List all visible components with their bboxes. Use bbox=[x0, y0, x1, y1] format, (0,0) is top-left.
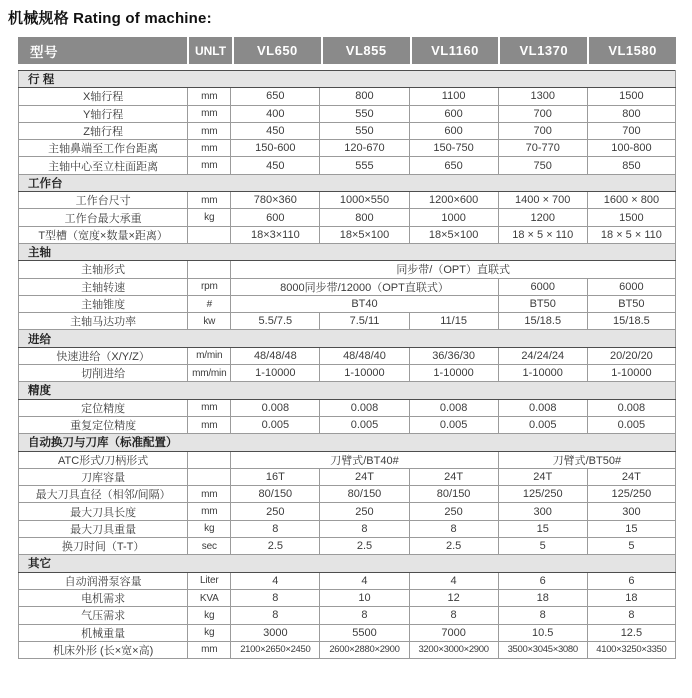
spec-value: 300 bbox=[498, 503, 587, 520]
column-header-model: 型号 bbox=[18, 37, 187, 64]
spec-label: 主轴转速 bbox=[19, 278, 188, 295]
column-header-vl1580: VL1580 bbox=[589, 37, 676, 64]
spec-row bbox=[19, 209, 676, 226]
spec-row bbox=[19, 157, 676, 174]
spec-value: 15/18.5 bbox=[498, 313, 587, 330]
column-header-vl855: VL855 bbox=[323, 37, 410, 64]
spec-value: 8 bbox=[231, 589, 320, 606]
spec-value: 8 bbox=[231, 607, 320, 624]
spec-value: 4 bbox=[409, 572, 498, 589]
spec-value: 8 bbox=[320, 607, 409, 624]
spec-value: 8 bbox=[320, 520, 409, 537]
spec-value: 550 bbox=[320, 122, 409, 139]
spec-value: 150-600 bbox=[231, 140, 320, 157]
spec-value: 1-10000 bbox=[409, 365, 498, 382]
spec-value: 0.005 bbox=[587, 416, 675, 433]
spec-label: 工作台尺寸 bbox=[19, 192, 188, 209]
spec-value: 80/150 bbox=[320, 486, 409, 503]
spec-value: 6000 bbox=[498, 278, 587, 295]
spec-value: 24T bbox=[320, 468, 409, 485]
spec-value: 24T bbox=[409, 468, 498, 485]
spec-row bbox=[19, 140, 676, 157]
spec-value: 450 bbox=[231, 157, 320, 174]
spec-value: 2.5 bbox=[409, 538, 498, 555]
spec-value: 1-10000 bbox=[320, 365, 409, 382]
spec-unit: mm bbox=[188, 157, 231, 174]
spec-label: 机床外形 (长×宽×高) bbox=[19, 641, 188, 658]
spec-value: 2.5 bbox=[320, 538, 409, 555]
spec-value: 3500×3045×3080 bbox=[498, 641, 587, 658]
spec-label: 主轴形式 bbox=[19, 261, 188, 278]
spec-unit bbox=[188, 261, 231, 278]
spec-unit: m/min bbox=[188, 347, 231, 364]
spec-value: 6 bbox=[587, 572, 675, 589]
spec-row bbox=[19, 105, 676, 122]
spec-value: 24T bbox=[498, 468, 587, 485]
spec-value: 刀臂式/BT40# bbox=[231, 451, 498, 468]
spec-value: 0.005 bbox=[320, 416, 409, 433]
spec-row bbox=[19, 278, 676, 295]
spec-label: 重复定位精度 bbox=[19, 416, 188, 433]
spec-label: 最大刀具直径（相邻/间隔） bbox=[19, 486, 188, 503]
spec-value: 1100 bbox=[409, 88, 498, 105]
spec-value: 750 bbox=[498, 157, 587, 174]
spec-value: 6 bbox=[498, 572, 587, 589]
spec-value: BT50 bbox=[498, 295, 587, 312]
spec-label: 快速进给（X/Y/Z） bbox=[19, 347, 188, 364]
spec-value: 同步带/（OPT）直联式 bbox=[231, 261, 676, 278]
spec-value: 1200×600 bbox=[409, 192, 498, 209]
spec-value: 1-10000 bbox=[498, 365, 587, 382]
spec-value: 0.008 bbox=[587, 399, 675, 416]
spec-value: 11/15 bbox=[409, 313, 498, 330]
spec-value: 18 bbox=[587, 589, 675, 606]
spec-unit: Liter bbox=[188, 572, 231, 589]
spec-value: 250 bbox=[320, 503, 409, 520]
spec-value: 0.005 bbox=[498, 416, 587, 433]
spec-value: 0.005 bbox=[409, 416, 498, 433]
spec-unit: mm bbox=[188, 399, 231, 416]
spec-value: 0.008 bbox=[320, 399, 409, 416]
spec-value: 120-670 bbox=[320, 140, 409, 157]
spec-row bbox=[19, 538, 676, 555]
section-row bbox=[19, 434, 676, 451]
spec-unit: mm bbox=[188, 192, 231, 209]
spec-label: X轴行程 bbox=[19, 88, 188, 105]
spec-value: 1-10000 bbox=[587, 365, 675, 382]
spec-row bbox=[19, 503, 676, 520]
spec-row bbox=[19, 88, 676, 105]
spec-row bbox=[19, 624, 676, 641]
spec-row bbox=[19, 122, 676, 139]
spec-unit: mm bbox=[188, 416, 231, 433]
spec-value: 18 × 5 × 110 bbox=[498, 226, 587, 243]
spec-value: 80/150 bbox=[231, 486, 320, 503]
spec-row bbox=[19, 192, 676, 209]
section-row bbox=[19, 555, 676, 572]
spec-unit bbox=[188, 226, 231, 243]
spec-label: 切削进给 bbox=[19, 365, 188, 382]
spec-value: 1200 bbox=[498, 209, 587, 226]
spec-value: BT40 bbox=[231, 295, 498, 312]
spec-value: 4 bbox=[320, 572, 409, 589]
spec-value: 125/250 bbox=[587, 486, 675, 503]
spec-value: 8000同步带/12000（OPT直联式） bbox=[231, 278, 498, 295]
spec-value: 8 bbox=[409, 607, 498, 624]
spec-unit: mm bbox=[188, 486, 231, 503]
spec-value: 1400 × 700 bbox=[498, 192, 587, 209]
spec-label: 定位精度 bbox=[19, 399, 188, 416]
spec-value: 5500 bbox=[320, 624, 409, 641]
section-title: 进给 bbox=[19, 330, 676, 347]
section-row bbox=[19, 382, 676, 399]
spec-value: 1600 × 800 bbox=[587, 192, 675, 209]
spec-value: 600 bbox=[409, 105, 498, 122]
spec-value: 10.5 bbox=[498, 624, 587, 641]
spec-value: 15/18.5 bbox=[587, 313, 675, 330]
spec-value: 18 bbox=[498, 589, 587, 606]
spec-unit: mm bbox=[188, 140, 231, 157]
spec-value: 3200×3000×2900 bbox=[409, 641, 498, 658]
spec-value: 16T bbox=[231, 468, 320, 485]
spec-value: 10 bbox=[320, 589, 409, 606]
spec-row bbox=[19, 347, 676, 364]
spec-value: 780×360 bbox=[231, 192, 320, 209]
spec-row bbox=[19, 468, 676, 485]
spec-value: BT50 bbox=[587, 295, 675, 312]
section-title: 自动换刀与刀库（标准配置） bbox=[19, 434, 676, 451]
spec-value: 100-800 bbox=[587, 140, 675, 157]
spec-unit: mm/min bbox=[188, 365, 231, 382]
spec-value: 4 bbox=[231, 572, 320, 589]
spec-unit: KVA bbox=[188, 589, 231, 606]
spec-row bbox=[19, 295, 676, 312]
spec-value: 800 bbox=[320, 209, 409, 226]
column-header-vl650: VL650 bbox=[234, 37, 321, 64]
spec-unit: mm bbox=[188, 503, 231, 520]
spec-value: 850 bbox=[587, 157, 675, 174]
spec-unit: rpm bbox=[188, 278, 231, 295]
spec-value: 800 bbox=[587, 105, 675, 122]
spec-row bbox=[19, 313, 676, 330]
spec-value: 24T bbox=[587, 468, 675, 485]
spec-value: 8 bbox=[587, 607, 675, 624]
spec-value: 15 bbox=[587, 520, 675, 537]
spec-value: 650 bbox=[409, 157, 498, 174]
spec-unit: kg bbox=[188, 209, 231, 226]
spec-unit: mm bbox=[188, 105, 231, 122]
spec-label: Y轴行程 bbox=[19, 105, 188, 122]
section-title: 精度 bbox=[19, 382, 676, 399]
spec-unit bbox=[188, 468, 231, 485]
spec-label: 刀库容量 bbox=[19, 468, 188, 485]
spec-value: 48/48/48 bbox=[231, 347, 320, 364]
spec-label: 自动润滑泵容量 bbox=[19, 572, 188, 589]
spec-table bbox=[18, 70, 676, 659]
spec-label: 最大刀具重量 bbox=[19, 520, 188, 537]
spec-value: 36/36/30 bbox=[409, 347, 498, 364]
spec-value: 555 bbox=[320, 157, 409, 174]
spec-row bbox=[19, 261, 676, 278]
spec-value: 250 bbox=[409, 503, 498, 520]
spec-value: 700 bbox=[498, 105, 587, 122]
section-row bbox=[19, 174, 676, 191]
spec-value: 125/250 bbox=[498, 486, 587, 503]
spec-label: 电机需求 bbox=[19, 589, 188, 606]
spec-value: 450 bbox=[231, 122, 320, 139]
spec-value: 18×5×100 bbox=[409, 226, 498, 243]
spec-label: Z轴行程 bbox=[19, 122, 188, 139]
spec-value: 8 bbox=[498, 607, 587, 624]
spec-row bbox=[19, 226, 676, 243]
spec-label: 最大刀具长度 bbox=[19, 503, 188, 520]
spec-unit: mm bbox=[188, 641, 231, 658]
spec-value: 12 bbox=[409, 589, 498, 606]
spec-value: 8 bbox=[409, 520, 498, 537]
spec-unit: sec bbox=[188, 538, 231, 555]
spec-value: 700 bbox=[498, 122, 587, 139]
section-title: 行 程 bbox=[19, 71, 676, 88]
spec-value: 550 bbox=[320, 105, 409, 122]
spec-row bbox=[19, 451, 676, 468]
section-row bbox=[19, 71, 676, 88]
section-title: 主轴 bbox=[19, 243, 676, 260]
spec-value: 70-770 bbox=[498, 140, 587, 157]
spec-value: 0.008 bbox=[498, 399, 587, 416]
spec-unit: mm bbox=[188, 88, 231, 105]
spec-value: 400 bbox=[231, 105, 320, 122]
spec-unit bbox=[188, 451, 231, 468]
spec-row bbox=[19, 589, 676, 606]
spec-unit: mm bbox=[188, 122, 231, 139]
section-title: 工作台 bbox=[19, 174, 676, 191]
spec-table-container bbox=[18, 70, 692, 659]
spec-value: 24/24/24 bbox=[498, 347, 587, 364]
spec-row bbox=[19, 572, 676, 589]
spec-value: 0.008 bbox=[409, 399, 498, 416]
spec-value: 7000 bbox=[409, 624, 498, 641]
spec-value: 20/20/20 bbox=[587, 347, 675, 364]
spec-row bbox=[19, 399, 676, 416]
spec-value: 1300 bbox=[498, 88, 587, 105]
spec-value: 48/48/40 bbox=[320, 347, 409, 364]
spec-value: 150-750 bbox=[409, 140, 498, 157]
spec-value: 1000×550 bbox=[320, 192, 409, 209]
spec-label: 主轴中心至立柱面距离 bbox=[19, 157, 188, 174]
spec-label: 换刀时间（T-T） bbox=[19, 538, 188, 555]
spec-label: T型槽（宽度×数量×距离） bbox=[19, 226, 188, 243]
spec-label: 气压需求 bbox=[19, 607, 188, 624]
column-header-vl1160: VL1160 bbox=[412, 37, 499, 64]
spec-value: 0.008 bbox=[231, 399, 320, 416]
spec-unit: kw bbox=[188, 313, 231, 330]
spec-value: 18×3×110 bbox=[231, 226, 320, 243]
spec-value: 18×5×100 bbox=[320, 226, 409, 243]
spec-value: 80/150 bbox=[409, 486, 498, 503]
spec-value: 250 bbox=[231, 503, 320, 520]
spec-row bbox=[19, 416, 676, 433]
spec-row bbox=[19, 486, 676, 503]
spec-value: 15 bbox=[498, 520, 587, 537]
spec-value: 800 bbox=[320, 88, 409, 105]
column-header-unit: UNLT bbox=[189, 37, 232, 64]
spec-value: 5 bbox=[498, 538, 587, 555]
spec-label: 主轴鼻端至工作台距离 bbox=[19, 140, 188, 157]
table-header-row bbox=[18, 37, 676, 64]
spec-value: 5.5/7.5 bbox=[231, 313, 320, 330]
spec-label: 机械重量 bbox=[19, 624, 188, 641]
spec-row bbox=[19, 641, 676, 658]
spec-value: 4100×3250×3350 bbox=[587, 641, 675, 658]
spec-row bbox=[19, 520, 676, 537]
spec-row bbox=[19, 607, 676, 624]
spec-row bbox=[19, 365, 676, 382]
spec-value: 1500 bbox=[587, 88, 675, 105]
page-title: 机械规格 Rating of machine: bbox=[8, 10, 212, 27]
spec-value: 12.5 bbox=[587, 624, 675, 641]
spec-unit: # bbox=[188, 295, 231, 312]
spec-value: 2100×2650×2450 bbox=[231, 641, 320, 658]
spec-value: 1500 bbox=[587, 209, 675, 226]
spec-value: 刀臂式/BT50# bbox=[498, 451, 675, 468]
spec-value: 18 × 5 × 110 bbox=[587, 226, 675, 243]
spec-value: 7.5/11 bbox=[320, 313, 409, 330]
spec-value: 650 bbox=[231, 88, 320, 105]
spec-value: 1-10000 bbox=[231, 365, 320, 382]
spec-label: ATC形式/刀柄形式 bbox=[19, 451, 188, 468]
spec-label: 工作台最大承重 bbox=[19, 209, 188, 226]
spec-label: 主轴马达功率 bbox=[19, 313, 188, 330]
spec-value: 600 bbox=[409, 122, 498, 139]
spec-value: 1000 bbox=[409, 209, 498, 226]
spec-value: 700 bbox=[587, 122, 675, 139]
section-row bbox=[19, 243, 676, 260]
section-title: 其它 bbox=[19, 555, 676, 572]
spec-unit: kg bbox=[188, 624, 231, 641]
spec-value: 3000 bbox=[231, 624, 320, 641]
spec-value: 8 bbox=[231, 520, 320, 537]
spec-value: 2600×2880×2900 bbox=[320, 641, 409, 658]
spec-label: 主轴锥度 bbox=[19, 295, 188, 312]
spec-value: 0.005 bbox=[231, 416, 320, 433]
spec-unit: kg bbox=[188, 520, 231, 537]
spec-value: 300 bbox=[587, 503, 675, 520]
spec-value: 6000 bbox=[587, 278, 675, 295]
spec-value: 5 bbox=[587, 538, 675, 555]
column-header-vl1370: VL1370 bbox=[500, 37, 587, 64]
spec-value: 2.5 bbox=[231, 538, 320, 555]
section-row bbox=[19, 330, 676, 347]
spec-value: 600 bbox=[231, 209, 320, 226]
spec-unit: kg bbox=[188, 607, 231, 624]
